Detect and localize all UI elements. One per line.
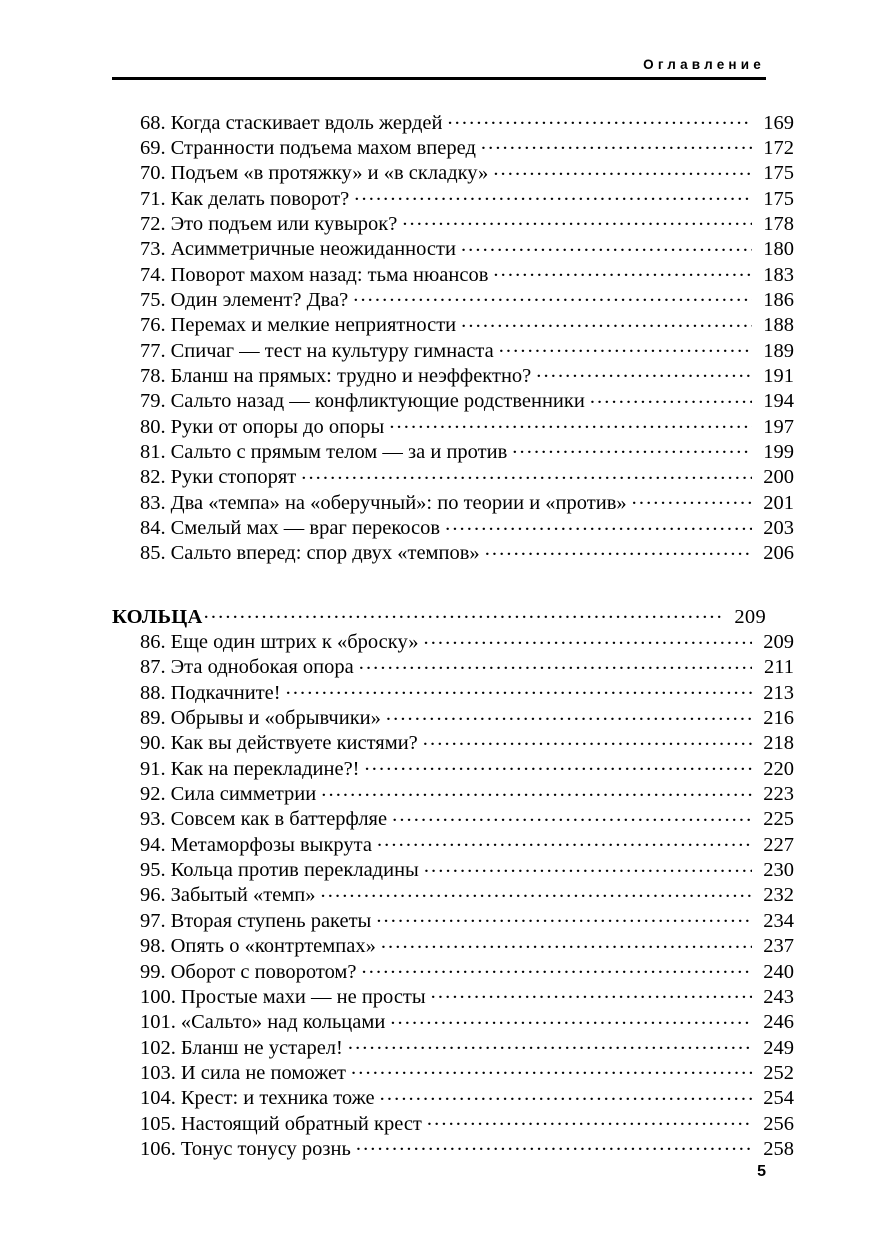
dot-leader xyxy=(390,1008,752,1029)
dot-leader xyxy=(353,285,752,306)
entry-title: Сальто с прямым телом — за и против xyxy=(170,440,508,463)
entry-number: 84. xyxy=(140,517,166,539)
page-number: 243 xyxy=(763,985,794,1008)
toc-entry[interactable] xyxy=(112,830,794,855)
toc-entry[interactable] xyxy=(112,982,794,1007)
dot-leader xyxy=(359,653,752,674)
entry-title: Кольца против перекладины xyxy=(170,859,419,882)
toc-entry[interactable] xyxy=(112,653,794,678)
entry-number: 69. xyxy=(140,136,166,159)
entry-title: Смелый мах — враг перекосов xyxy=(170,517,441,539)
dot-leader xyxy=(301,463,752,484)
dot-leader xyxy=(461,235,752,256)
page-number: 175 xyxy=(763,187,794,210)
dot-leader xyxy=(445,514,752,535)
toc-entry[interactable] xyxy=(112,412,794,437)
entry-number: 82. xyxy=(140,466,166,489)
entry-title: Опять о «контртемпах» xyxy=(170,935,376,958)
entry-title: Асимметричные неожиданности xyxy=(170,238,456,261)
page-number: 252 xyxy=(763,1061,794,1084)
page-number: 213 xyxy=(763,681,794,704)
page-number: 186 xyxy=(763,288,794,311)
entry-number: 95. xyxy=(140,859,166,882)
toc-entry[interactable] xyxy=(112,1008,794,1033)
page-number: 218 xyxy=(763,732,794,755)
entry-title: Крест: и техника тоже xyxy=(180,1087,375,1110)
dot-leader xyxy=(362,957,752,978)
entry-title: Простые махи — не просты xyxy=(180,985,426,1008)
page-number: 200 xyxy=(763,466,794,489)
dot-leader xyxy=(424,856,752,877)
page-number: 225 xyxy=(763,808,794,831)
toc-entry[interactable] xyxy=(112,133,794,158)
entry-title: Руки стопорят xyxy=(170,466,297,489)
entry-number: 85. xyxy=(140,542,166,565)
page-number: 169 xyxy=(763,111,794,134)
toc-entry[interactable] xyxy=(112,1058,794,1083)
entry-title: «Сальто» над кольцами xyxy=(180,1011,386,1034)
toc-entry[interactable] xyxy=(112,260,794,285)
entry-title: Сальто вперед: спор двух «темпов» xyxy=(170,542,480,565)
table-of-contents xyxy=(112,108,794,1160)
entry-number: 103. xyxy=(140,1061,176,1084)
dot-leader xyxy=(356,1134,752,1155)
page-number: 197 xyxy=(763,415,794,438)
entry-title: Бланш на прямых: трудно и неэффектно? xyxy=(170,364,532,387)
dot-leader xyxy=(381,932,752,953)
entry-number: 97. xyxy=(140,909,166,932)
dot-leader xyxy=(431,982,752,1003)
dot-leader xyxy=(321,881,752,902)
entry-number: 89. xyxy=(140,707,166,730)
entry-number: 70. xyxy=(140,162,166,185)
entry-number: 74. xyxy=(140,263,166,286)
page-number: 234 xyxy=(763,909,794,932)
page-number: 258 xyxy=(763,1137,794,1160)
entry-title: Спичаг — тест на культуру гимнаста xyxy=(170,339,494,362)
toc-entry[interactable] xyxy=(112,780,794,805)
dot-leader xyxy=(423,628,752,649)
dot-leader xyxy=(351,1058,752,1079)
page-number: 209 xyxy=(763,631,794,654)
page-number: 209 xyxy=(734,605,766,628)
toc-entry[interactable] xyxy=(112,957,794,982)
entry-title: Когда стаскивает вдоль жердей xyxy=(170,111,443,134)
entry-number: 77. xyxy=(140,339,166,362)
entry-title: Это подъем или кувырок? xyxy=(170,212,398,235)
dot-leader xyxy=(590,387,752,408)
dot-leader xyxy=(461,311,752,332)
toc-entry[interactable] xyxy=(112,856,794,881)
dot-leader xyxy=(286,678,752,699)
toc-entry[interactable] xyxy=(112,678,794,703)
entry-title: Совсем как в баттерфляе xyxy=(170,808,388,831)
toc-entry[interactable] xyxy=(112,805,794,830)
entry-title: Сальто назад — конфликтующие родственники xyxy=(170,390,585,413)
entry-number: 68. xyxy=(140,111,166,134)
entry-title: Настоящий обратный крест xyxy=(180,1112,422,1135)
dot-leader xyxy=(386,704,752,725)
toc-entry[interactable] xyxy=(112,336,794,361)
entry-title: Бланш не устарел! xyxy=(180,1036,343,1059)
toc-entry[interactable] xyxy=(112,235,794,260)
entry-title: Сила симметрии xyxy=(170,783,317,806)
dot-leader xyxy=(376,906,752,927)
entry-title: Обрывы и «обрывчики» xyxy=(170,707,381,730)
page-number: 199 xyxy=(763,440,794,463)
toc-entry[interactable] xyxy=(112,488,794,513)
entry-number: 83. xyxy=(140,491,166,514)
dot-leader xyxy=(423,729,752,750)
toc-entry[interactable] xyxy=(112,704,794,729)
dot-leader xyxy=(493,260,752,281)
entry-number: 90. xyxy=(140,732,166,755)
dot-leader xyxy=(499,336,752,357)
page-number: 206 xyxy=(763,542,794,565)
entry-title: Как делать поворот? xyxy=(170,187,350,210)
page-number: 203 xyxy=(763,517,794,539)
page-number: 240 xyxy=(763,960,794,983)
dot-leader xyxy=(392,805,752,826)
entry-number: 93. xyxy=(140,808,166,831)
dot-leader xyxy=(402,209,752,230)
toc-entry[interactable] xyxy=(112,881,794,906)
dot-leader xyxy=(389,412,752,433)
dot-leader xyxy=(365,754,752,775)
page-number: 172 xyxy=(763,136,794,159)
page-number: 230 xyxy=(763,859,794,882)
header-rule xyxy=(112,77,766,80)
entry-title: Поворот махом назад: тьма нюансов xyxy=(170,263,489,286)
toc-entry[interactable] xyxy=(112,463,794,488)
entry-number: 87. xyxy=(140,656,166,679)
toc-entry[interactable] xyxy=(112,437,794,462)
page-number: 232 xyxy=(763,884,794,907)
toc-entry[interactable] xyxy=(112,628,794,653)
entry-number: 101. xyxy=(140,1011,176,1034)
entry-number: 105. xyxy=(140,1112,176,1135)
entry-number: 106. xyxy=(140,1137,176,1160)
dot-leader xyxy=(447,108,752,129)
page-number: 188 xyxy=(763,314,794,337)
page-number: 211 xyxy=(764,656,794,679)
toc-entry[interactable] xyxy=(112,209,794,234)
page-number: 216 xyxy=(763,707,794,730)
entry-number: 104. xyxy=(140,1087,176,1110)
page-number: 183 xyxy=(763,263,794,286)
page-number: 191 xyxy=(763,364,794,387)
page-number: 227 xyxy=(763,833,794,856)
entry-number: 99. xyxy=(140,960,166,983)
entry-number: 98. xyxy=(140,935,166,958)
toc-entry[interactable] xyxy=(112,729,794,754)
toc-entry[interactable] xyxy=(112,184,794,209)
page-number: 249 xyxy=(763,1036,794,1059)
entry-number: 71. xyxy=(140,187,166,210)
toc-entry[interactable] xyxy=(112,1033,794,1058)
entry-title: Метаморфозы выкрута xyxy=(170,833,372,856)
entry-title: Еще один штрих к «броску» xyxy=(170,631,419,654)
entry-title: Эта однобокая опора xyxy=(170,656,354,679)
section-title: КОЛЬЦА xyxy=(112,605,203,628)
entry-title: Подкачните! xyxy=(170,681,281,704)
entry-number: 72. xyxy=(140,212,166,235)
entry-title: Вторая ступень ракеты xyxy=(170,909,372,932)
page-number: 254 xyxy=(763,1087,794,1110)
entry-number: 75. xyxy=(140,288,166,311)
entry-number: 73. xyxy=(140,238,166,261)
entry-number: 94. xyxy=(140,833,166,856)
toc-section-heading[interactable] xyxy=(112,602,766,627)
entry-number: 91. xyxy=(140,757,166,780)
page-number: 189 xyxy=(763,339,794,362)
toc-entry[interactable] xyxy=(112,1134,794,1159)
dot-leader xyxy=(512,437,752,458)
entry-title: Руки от опоры до опоры xyxy=(170,415,385,438)
toc-entry[interactable] xyxy=(112,108,794,133)
toc-entry[interactable] xyxy=(112,311,794,336)
page-number: 256 xyxy=(763,1112,794,1135)
dot-leader xyxy=(380,1084,752,1105)
page-number: 220 xyxy=(763,757,794,780)
toc-entry[interactable] xyxy=(112,754,794,779)
entry-title: И сила не поможет xyxy=(180,1061,347,1084)
entry-title: Один элемент? Два? xyxy=(170,288,349,311)
entry-title: Как вы действуете кистями? xyxy=(170,732,418,755)
entry-title: Тонус тонусу рознь xyxy=(180,1137,351,1160)
page-number: 175 xyxy=(763,162,794,185)
entry-number: 78. xyxy=(140,364,166,387)
toc-entry[interactable] xyxy=(112,539,794,564)
entry-number: 88. xyxy=(140,681,166,704)
page-number: 201 xyxy=(763,491,794,514)
dot-leader xyxy=(481,133,752,154)
toc-entry[interactable] xyxy=(112,514,794,539)
running-head: Оглавление xyxy=(643,57,765,72)
dot-leader xyxy=(204,602,724,623)
entry-title: Перемах и мелкие неприятности xyxy=(170,314,457,337)
entry-number: 92. xyxy=(140,783,166,806)
dot-leader xyxy=(536,361,752,382)
toc-entry[interactable] xyxy=(112,285,794,310)
entry-title: Два «темпа» на «оберучный»: по теории и «против» xyxy=(170,491,627,514)
entry-title: Оборот с поворотом? xyxy=(170,960,357,983)
section-gap xyxy=(112,564,766,602)
toc-entry[interactable] xyxy=(112,1109,794,1134)
entry-number: 86. xyxy=(140,631,166,654)
dot-leader xyxy=(348,1033,752,1054)
dot-leader xyxy=(427,1109,752,1130)
page-number: 237 xyxy=(763,935,794,958)
entry-number: 76. xyxy=(140,314,166,337)
entry-title: Подъем «в протяжку» и «в складку» xyxy=(170,162,489,185)
page-header xyxy=(112,58,766,80)
dot-leader xyxy=(354,184,752,205)
entry-number: 96. xyxy=(140,884,166,907)
dot-leader xyxy=(485,539,752,560)
page-number: 223 xyxy=(763,783,794,806)
toc-entry[interactable] xyxy=(112,361,794,386)
entry-title: Как на перекладине?! xyxy=(170,757,360,780)
page-number: 194 xyxy=(763,390,794,413)
toc-entry[interactable] xyxy=(112,159,794,184)
entry-number: 80. xyxy=(140,415,166,438)
entry-number: 81. xyxy=(140,440,166,463)
dot-leader xyxy=(321,780,752,801)
dot-leader xyxy=(377,830,752,851)
page-number: 178 xyxy=(763,212,794,235)
page-folio: 5 xyxy=(757,1163,766,1180)
entry-title: Забытый «темп» xyxy=(170,884,316,907)
entry-number: 100. xyxy=(140,985,176,1008)
toc-entry[interactable] xyxy=(112,387,794,412)
toc-entry[interactable] xyxy=(112,1084,794,1109)
page-number: 180 xyxy=(763,238,794,261)
toc-entry[interactable] xyxy=(112,932,794,957)
entry-number: 79. xyxy=(140,390,166,413)
dot-leader xyxy=(493,159,752,180)
toc-entry[interactable] xyxy=(112,906,794,931)
dot-leader xyxy=(632,488,752,509)
page-number: 246 xyxy=(763,1011,794,1034)
entry-title: Странности подъема махом вперед xyxy=(170,136,476,159)
entry-number: 102. xyxy=(140,1036,176,1059)
